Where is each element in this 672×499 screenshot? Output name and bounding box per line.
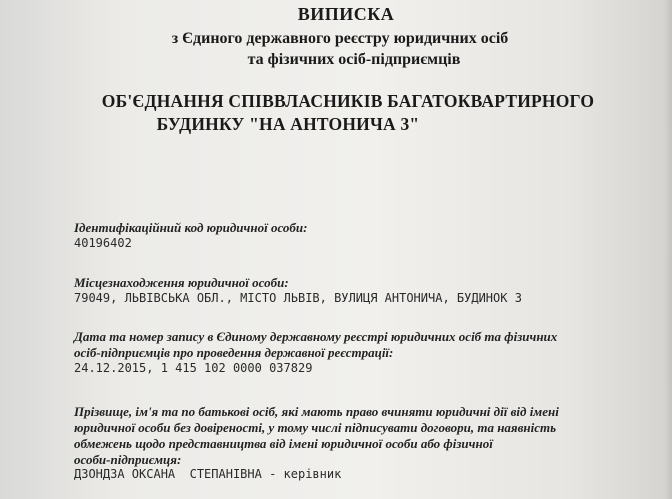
person-label-line4: особи-підприємця: [74,452,182,467]
address-label: Місцезнаходження юридичної особи: [74,275,289,290]
organization-name-line1: ОБ'ЄДНАННЯ СПІВВЛАСНИКІВ БАГАТОКВАРТИРНОГО [101,91,595,111]
person-label-line3: обмежень щодо представництва від імені юридичної особи або фізичної [74,436,493,451]
document-title: ВИПИСКА [297,4,395,24]
address-value: 79049, ЛЬВІВСЬКА ОБЛ., МІСТО ЛЬВІВ, ВУЛИЦЯ АНТОНИЧА, БУДИНОК 3 [74,291,522,305]
registration-label-line2: осіб-підприємців про проведення державної реєстрації: [74,345,394,360]
document-subtitle-line2: та фізичних осіб-підприємців [247,51,461,68]
registration-label-line1: Дата та номер запису в Єдиному державному реєстрі юридичних осіб та фізичних [74,329,558,344]
organization-name-line2: БУДИНКУ "НА АНТОНИЧА 3" [156,114,420,134]
document-subtitle-line1: з Єдиного державного реєстру юридичних осіб [171,30,509,47]
person-label-line1: Прізвище, ім'я та по батькові осіб, які мають право вчиняти юридичні дії від імені [74,404,559,419]
person-value: ДЗОНДЗА ОКСАНА СТЕПАНІВНА - керівник [74,467,342,481]
code-value: 40196402 [74,236,132,250]
page-edge-shadow [664,0,672,499]
person-label-line2: юридичної особи без довіреності, у тому числі підписувати договори, та наявність [74,420,557,435]
code-label: Ідентифікаційний код юридичної особи: [74,220,308,235]
registration-value: 24.12.2015, 1 415 102 0000 037829 [74,361,313,375]
